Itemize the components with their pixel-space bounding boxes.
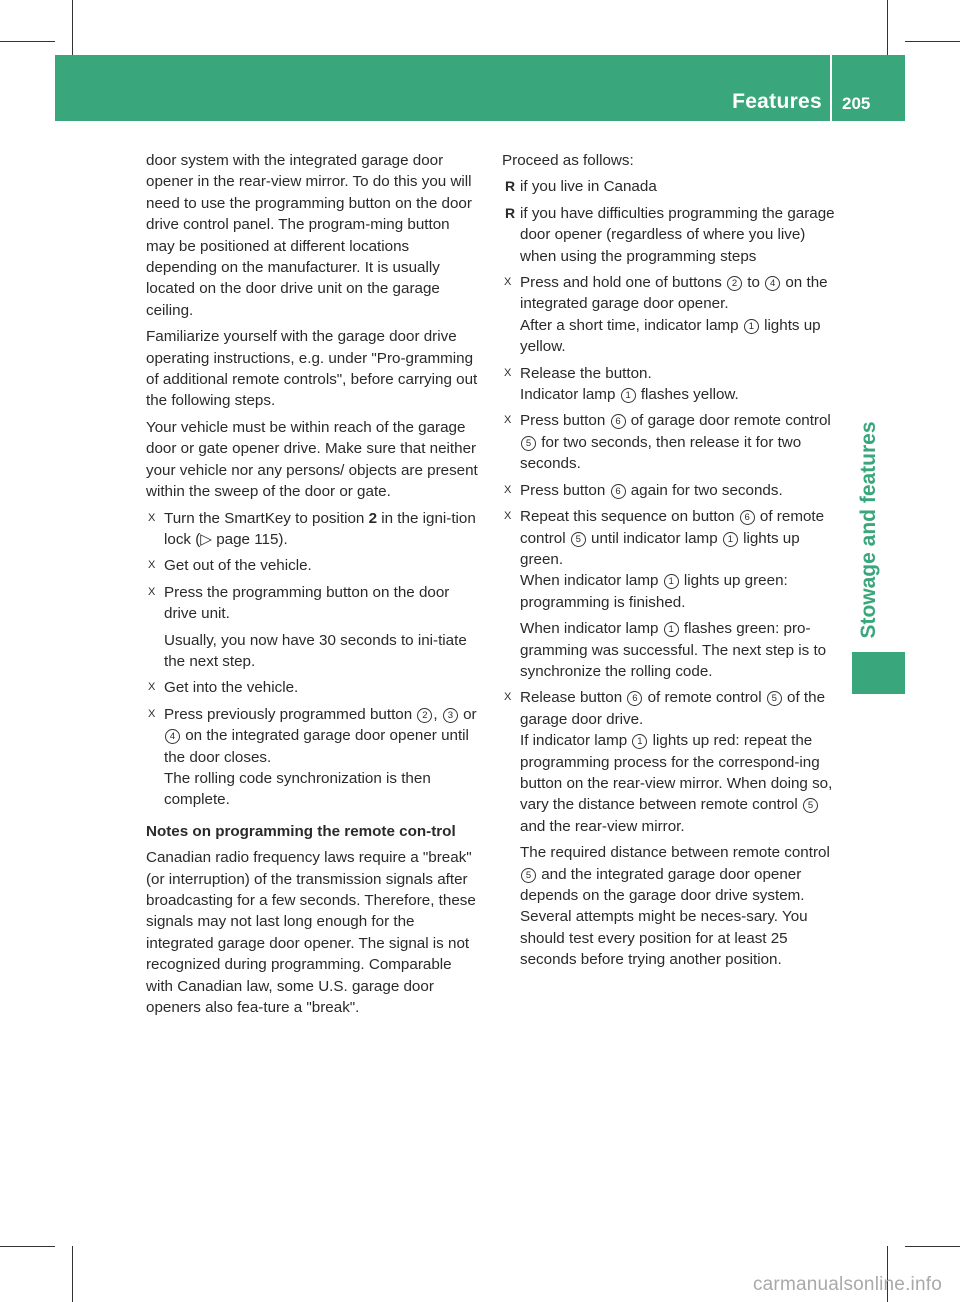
number-4-icon: 4 xyxy=(165,729,180,744)
step-arrow-icon: X xyxy=(504,691,512,704)
number-5-icon: 5 xyxy=(803,798,818,813)
step-result: The required distance between remote control 5 and the integrated garage door opener depends on the garage door drive system. Several attempts might be neces-sary. You should test every position for at least 25 seconds before trying another position. xyxy=(520,844,830,969)
section-heading: Notes on programming the remote con-trol xyxy=(146,822,456,840)
step-arrow-icon: X xyxy=(504,510,512,523)
number-5-icon: 5 xyxy=(521,868,536,883)
paragraph: Your vehicle must be within reach of the garage door or gate opener drive. Make sure that neither your vehicle nor any persons/ objects are present within the sweep of the door or gate. xyxy=(146,418,478,501)
step-result: Indicator lamp 1 flashes yellow. xyxy=(520,386,739,404)
crop-mark xyxy=(72,1246,73,1302)
number-6-icon: 6 xyxy=(627,691,642,706)
number-3-icon: 3 xyxy=(443,708,458,723)
crop-mark xyxy=(0,1246,55,1247)
step-item: X Press the programming button on the door drive unit. Usually, you now have 30 seconds to ini-tiate the next step. xyxy=(146,582,482,673)
step-result: If indicator lamp 1 lights up red: repeat the programming process for the correspond-ing button on the rear-view mirror. When doing so, vary the distance between remote control 5 and the rear-view mirror. xyxy=(520,732,833,835)
step-arrow-icon: X xyxy=(148,707,156,720)
side-tab-label: Stowage and features xyxy=(857,421,880,639)
step-item: X Press button 6 again for two seconds. xyxy=(502,480,838,501)
section-title: Features xyxy=(732,90,822,113)
step-arrow-icon: X xyxy=(504,366,512,379)
number-1-icon: 1 xyxy=(632,734,647,749)
step-arrow-icon: X xyxy=(148,681,156,694)
number-1-icon: 1 xyxy=(664,622,679,637)
header-divider xyxy=(830,55,832,121)
bullet-item: R if you have difficulties programming the garage door opener (regardless of where you live) when using the programming steps xyxy=(505,204,835,265)
page-link[interactable]: page 115). xyxy=(211,530,288,548)
step-note: Usually, you now have 30 seconds to ini-tiate the next step. xyxy=(164,631,467,670)
step-result: After a short time, indicator lamp 1 lights up yellow. xyxy=(520,316,821,356)
bullet-icon: R xyxy=(505,178,516,195)
bullet-icon: R xyxy=(505,204,516,221)
number-5-icon: 5 xyxy=(571,532,586,547)
step-item: X Press button 6 of garage door remote control 5 for two seconds, then release it for two seconds. xyxy=(504,412,831,473)
number-1-icon: 1 xyxy=(744,319,759,334)
crop-mark xyxy=(0,41,55,42)
step-item: X Get out of the vehicle. xyxy=(146,555,482,576)
paragraph: Proceed as follows: xyxy=(502,152,634,169)
crop-mark xyxy=(905,41,960,42)
step-arrow-icon: X xyxy=(148,585,156,598)
side-tab-block xyxy=(852,652,905,694)
number-5-icon: 5 xyxy=(521,436,536,451)
step-arrow-icon: X xyxy=(148,559,156,572)
step-item: X Press and hold one of buttons 2 to 4 on the integrated garage door opener. After a short time, indicator lamp 1 lights up yellow. xyxy=(502,272,838,358)
step-result: When indicator lamp 1 lights up green: programming is finished. xyxy=(520,572,788,611)
step-arrow-icon: X xyxy=(504,414,512,427)
number-5-icon: 5 xyxy=(767,691,782,706)
number-1-icon: 1 xyxy=(621,388,636,403)
number-2-icon: 2 xyxy=(417,708,432,723)
crop-mark xyxy=(905,1246,960,1247)
step-arrow-icon: X xyxy=(504,483,512,496)
number-6-icon: 6 xyxy=(611,414,626,429)
watermark: carmanualsonline.info xyxy=(752,1274,942,1295)
step-result: The rolling code synchronization is then complete. xyxy=(164,769,431,809)
number-2-icon: 2 xyxy=(727,276,742,291)
left-column xyxy=(146,150,482,1023)
crop-mark xyxy=(887,0,888,55)
step-arrow-icon: X xyxy=(504,276,512,289)
bullet-item: R if you live in Canada xyxy=(502,176,838,197)
paragraph: Canadian radio frequency laws require a "break" (or interruption) of the transmission signals after broadcasting for a few seconds. Therefore, these signals may not last long enough for the integrated garage door opener. The signal is not recognized during programming. Comparable with Canadian law, some U.S. garage door openers also fea-ture a "break". xyxy=(146,849,476,1017)
step-item: X Release the button. Indicator lamp 1 flashes yellow. xyxy=(502,363,838,406)
step-item: X Get into the vehicle. xyxy=(146,677,482,698)
number-6-icon: 6 xyxy=(611,484,626,499)
number-4-icon: 4 xyxy=(765,276,780,291)
step-item: X Release button 6 of remote control 5 of the garage door drive. If indicator lamp 1 lights up red: repeat the programming process for the correspond-ing button on the rear-view mirror. When doing so, vary the distance between remote control 5 and the rear-view mirror. The required distance between remote control 5 and the integrated garage door opener depends on the garage door drive system. Several attempts might be neces-sary. You should test every position for at least 25 seconds before trying another position. xyxy=(502,687,838,970)
step-arrow-icon: X xyxy=(148,511,156,524)
right-column xyxy=(502,150,838,976)
number-6-icon: 6 xyxy=(740,510,755,525)
paragraph: Familiarize yourself with the garage door drive operating instructions, e.g. under "Pro-gramming of additional remote controls", before carrying out the following steps. xyxy=(146,328,478,410)
crop-mark xyxy=(72,0,73,55)
number-1-icon: 1 xyxy=(664,574,679,589)
step-item: X Press previously programmed button 2 , 3 or 4 on the integrated garage door opener until the door closes. The rolling code synchronization is then complete. xyxy=(146,704,482,811)
number-1-icon: 1 xyxy=(723,532,738,547)
page-number: 205 xyxy=(842,94,871,113)
step-item: X Turn the SmartKey to position 2 in the igni-tion lock (▷ page 115). xyxy=(148,509,476,548)
page-ref-arrow-icon: ▷ xyxy=(200,530,212,548)
step-result: When indicator lamp 1 flashes green: pro-gramming was successful. The next step is to synchronize the rolling code. xyxy=(520,620,827,680)
paragraph: door system with the integrated garage door opener in the rear-view mirror. To do this you will need to use the programming button on the door drive control panel. The program-ming button may be positioned at different locations depending on the manufacturer. It is usually located on the door drive unit on the garage ceiling. xyxy=(146,152,472,319)
step-item: X Repeat this sequence on button 6 of remote control 5 until indicator lamp 1 lights up green. When indicator lamp 1 lights up green: programming is finished. When indicator lamp 1 flashes green: pro-gramming was successful. The next step is to synchronize the rolling code. xyxy=(502,506,838,682)
